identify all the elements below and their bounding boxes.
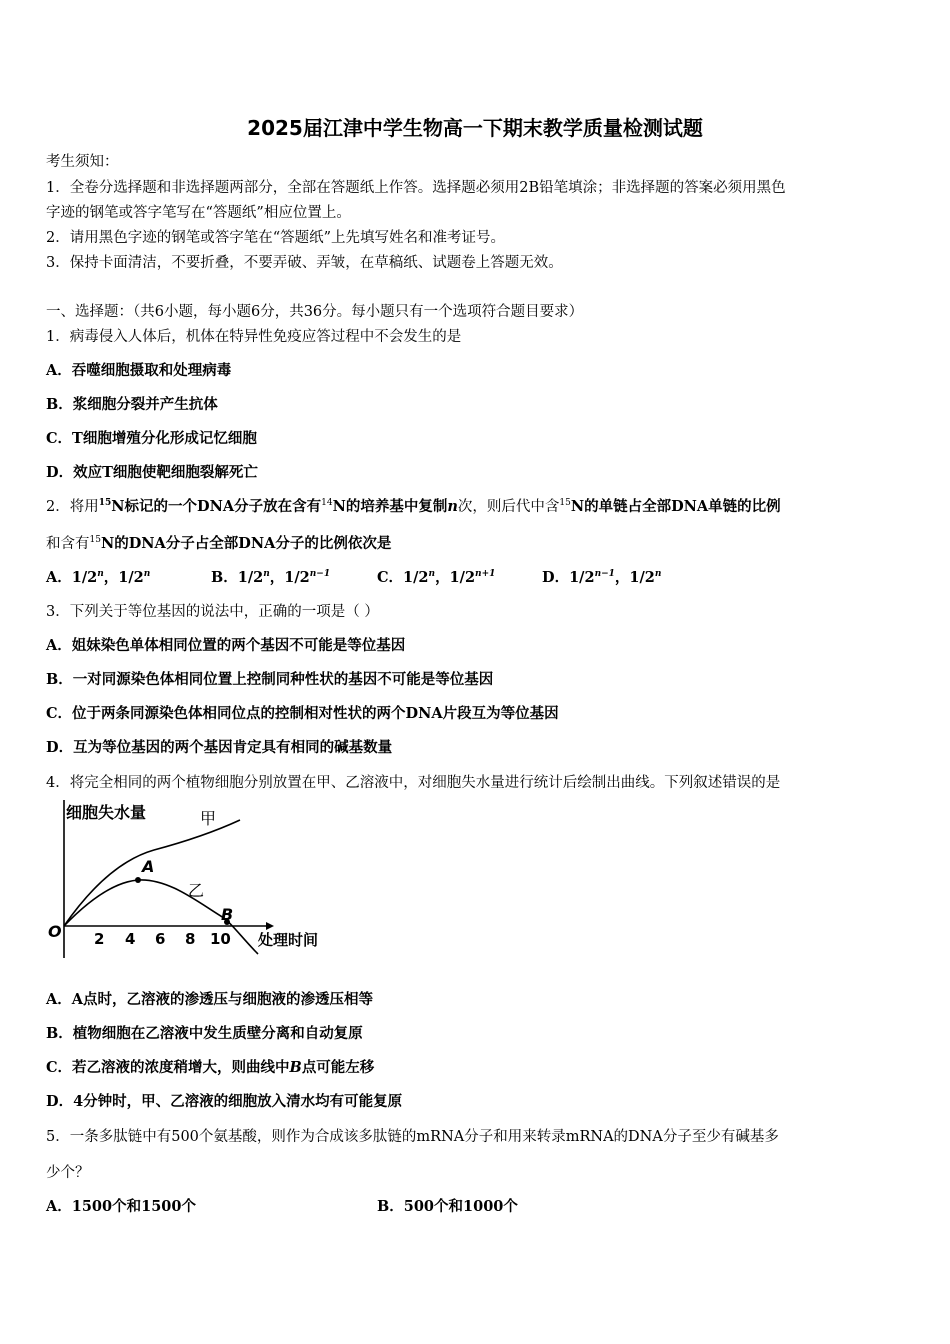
answer-option: B．植物细胞在乙溶液中发生质壁分离和自动复原 (46, 1025, 363, 1042)
answer-option: A．1/2$^n$，1/2$^n$ (46, 569, 151, 586)
question-stem: 5．一条多肽链中有500个氨基酸，则作为合成该多肽链的mRNA分子和用来转录mRNA的DNA分子至少有碱基多 (46, 1129, 779, 1145)
notice-item: 2．请用黑色字迹的钢笔或答字笔在“答题纸”上先填写姓名和准考证号。 (46, 230, 506, 246)
answer-option: B．1/2$^n$，$1/2^{n-1}$ (211, 569, 331, 586)
graph-svg (44, 798, 344, 966)
notice-item: 3．保持卡面清洁，不要折叠，不要弄破、弄皱，在草稿纸、试题卷上答题无效。 (46, 255, 563, 271)
curve-label-jia: 甲 (200, 809, 217, 828)
answer-option: D．$1/2^{n-1}$，1/2$^n$ (542, 569, 662, 586)
notice-heading: 考生须知： (46, 154, 119, 170)
answer-option: C．T细胞增殖分化形成记忆细胞 (46, 430, 257, 447)
answer-option: B．500个和1000个 (377, 1198, 518, 1215)
curve-label-yi: 乙 (188, 881, 205, 900)
answer-option: D．4分钟时，甲、乙溶液的细胞放入清水均有可能复原 (46, 1093, 403, 1110)
answer-option: A．吞噬细胞摄取和处理病毒 (46, 362, 232, 379)
answer-option: A．1500个和1500个 (46, 1198, 196, 1215)
x-tick-label: 8 (185, 930, 196, 948)
question-stem-cont: 和含有$^{15}$N的DNA分子占全部DNA分子的比例依次是 (46, 535, 392, 552)
notice-item: 字迹的钢笔或答字笔写在“答题纸”相应位置上。 (46, 205, 351, 221)
x-tick-label: 10 (210, 930, 231, 948)
option-row (46, 568, 906, 590)
x-axis-arrow (266, 922, 274, 930)
answer-option: D．效应T细胞使靶细胞裂解死亡 (46, 464, 258, 481)
y-axis-label: 细胞失水量 (66, 803, 147, 822)
origin-label: O (48, 922, 62, 941)
water-loss-graph (44, 798, 344, 970)
question-stem: 4．将完全相同的两个植物细胞分别放置在甲、乙溶液中，对细胞失水量进行统计后绘制出曲线。下列叙述错误的是 (46, 775, 781, 791)
x-tick-label: 2 (94, 930, 105, 948)
point-a-label: A (142, 857, 155, 876)
question-stem-cont: 少个？ (46, 1165, 90, 1181)
answer-option: C．位于两条同源染色体相同位点的控制相对性状的两个DNA片段互为等位基因 (46, 705, 559, 722)
page-title: 2025届江津中学生物高一下期末教学质量检测试题 (247, 116, 703, 140)
x-tick-label: 6 (155, 930, 166, 948)
question-stem: 2．将用$^{15}$N标记的一个DNA分子放在含有$^{14}$N的培养基中复制n次，则后代中含$^{15}$N的单链占全部DNA单链的比例 (46, 498, 781, 515)
section-heading: 一、选择题：（共6小题，每小题6分，共36分。每小题只有一个选项符合题目要求） (46, 304, 584, 320)
notice-item: 1．全卷分选择题和非选择题两部分，全部在答题纸上作答。选择题必须用2B铅笔填涂；非选择题的答案必须用黑色 (46, 180, 786, 196)
x-tick-label: 4 (125, 930, 136, 948)
answer-option: B．浆细胞分裂并产生抗体 (46, 396, 218, 413)
answer-option: A．姐妹染色单体相同位置的两个基因不可能是等位基因 (46, 637, 406, 654)
answer-option: C．1/2$^n$，$1/2^{n+1}$ (377, 569, 496, 586)
answer-option: A．A点时，乙溶液的渗透压与细胞液的渗透压相等 (46, 991, 373, 1008)
answer-option: D．互为等位基因的两个基因肯定具有相同的碱基数量 (46, 739, 393, 756)
answer-option: B．一对同源染色体相同位置上控制同种性状的基因不可能是等位基因 (46, 671, 494, 688)
x-axis-label: 处理时间 (258, 931, 319, 949)
point-b-label: B (221, 905, 234, 924)
answer-option: C．若乙溶液的浓度稍增大，则曲线中B点可能左移 (46, 1059, 375, 1076)
option-row (46, 1197, 906, 1219)
point-a-marker (135, 877, 141, 883)
question-stem: 1．病毒侵入人体后，机体在特异性免疫应答过程中不会发生的是 (46, 329, 462, 345)
question-stem: 3．下列关于等位基因的说法中，正确的一项是（ ） (46, 604, 379, 620)
